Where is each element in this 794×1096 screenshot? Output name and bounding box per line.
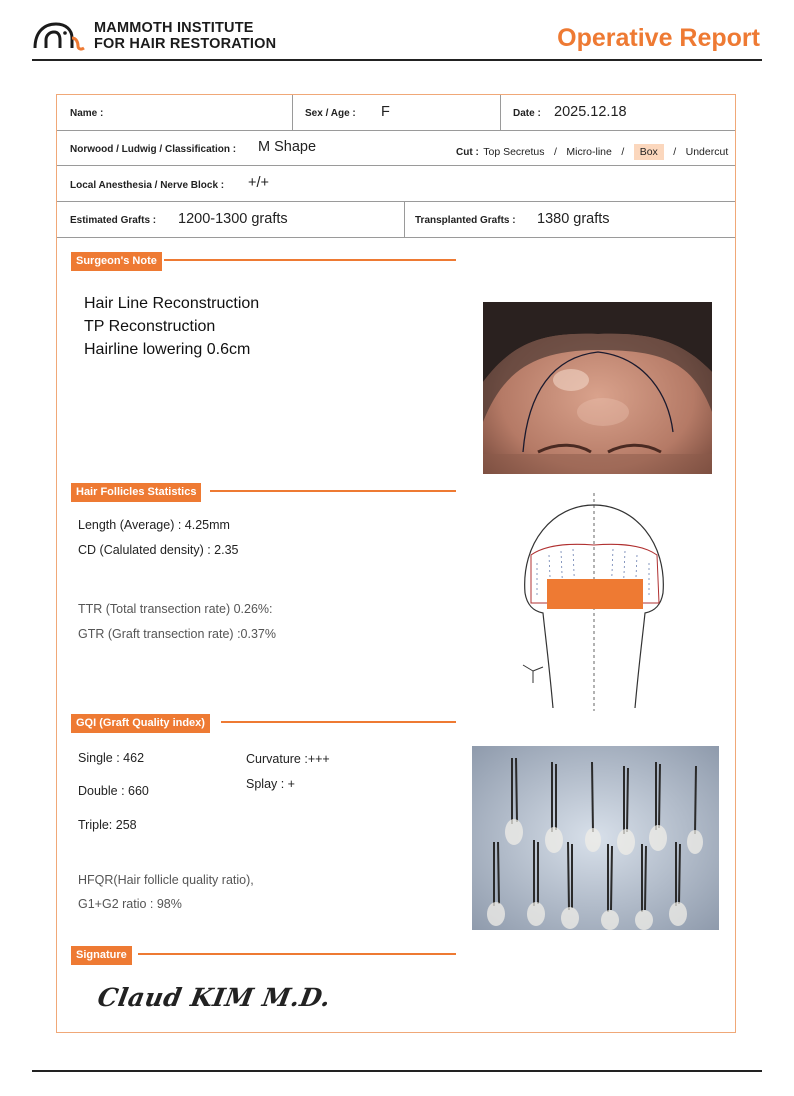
hairline-photo	[483, 302, 712, 474]
cut-separator: /	[621, 146, 625, 158]
gqi-hfqr-line1: HFQR(Hair follicle quality ratio),	[78, 873, 254, 887]
header-divider	[32, 59, 762, 61]
gqi-single: Single : 462	[78, 751, 145, 765]
classification-label: Norwood / Ludwig / Classification :	[70, 144, 237, 155]
classification-value[interactable]: M Shape	[258, 139, 317, 155]
cell-divider	[404, 202, 405, 237]
note-line: TP Reconstruction	[84, 318, 216, 335]
donor-area-diagram	[515, 493, 675, 713]
grafts-photo	[472, 746, 719, 930]
footer-divider	[32, 1070, 762, 1072]
date-value[interactable]: 2025.12.18	[554, 104, 627, 120]
note-line: Hair Line Reconstruction	[84, 295, 260, 312]
stat-cd: CD (Calulated density) : 2.35	[78, 543, 239, 557]
section-rule	[164, 259, 456, 261]
name-label: Name :	[70, 108, 104, 119]
sex-age-label: Sex / Age :	[305, 108, 356, 119]
section-rule	[138, 953, 456, 955]
cut-option-box-selected[interactable]: Box	[634, 144, 664, 160]
surgeon-signature: Claud KIM M.D.	[95, 983, 334, 1012]
stat-ttr: TTR (Total transection rate) 0.26%:	[78, 602, 273, 616]
gqi-splay: Splay : +	[246, 777, 295, 791]
section-rule	[210, 490, 456, 492]
follicle-stats-heading: Hair Follicles Statistics	[71, 483, 201, 502]
elephant-logo-icon	[32, 18, 90, 52]
cut-option-top-secretus[interactable]: Top Secretus	[483, 146, 545, 158]
note-line: Hairline lowering 0.6cm	[84, 341, 251, 358]
transplanted-grafts-value[interactable]: 1380 grafts	[537, 211, 610, 227]
anesthesia-label: Local Anesthesia / Nerve Block :	[70, 180, 225, 191]
surgeons-note-text	[84, 292, 259, 361]
signature-heading: Signature	[71, 946, 132, 965]
cell-divider	[292, 95, 293, 130]
section-rule	[221, 721, 456, 723]
gqi-curvature: Curvature :+++	[246, 752, 330, 766]
gqi-double: Double : 660	[78, 784, 149, 798]
anesthesia-value[interactable]: +/+	[248, 175, 269, 191]
cut-options	[456, 142, 728, 160]
gqi-triple: Triple: 258	[78, 818, 137, 832]
info-row-grafts	[57, 202, 735, 238]
page-title: Operative Report	[557, 24, 760, 52]
estimated-grafts-value[interactable]: 1200-1300 grafts	[178, 211, 288, 227]
stat-gtr: GTR (Graft transection rate) :0.37%	[78, 627, 276, 641]
cut-option-micro-line[interactable]: Micro-line	[566, 146, 612, 158]
surgeons-note-heading: Surgeon's Note	[71, 252, 162, 271]
institute-name: MAMMOTH INSTITUTE FOR HAIR RESTORATION	[94, 20, 277, 52]
estimated-grafts-label: Estimated Grafts :	[70, 215, 157, 226]
cut-label: Cut :	[456, 147, 479, 158]
transplanted-grafts-label: Transplanted Grafts :	[415, 215, 516, 226]
gqi-hfqr-line2: G1+G2 ratio : 98%	[78, 897, 182, 911]
date-label: Date :	[513, 108, 541, 119]
stat-length: Length (Average) : 4.25mm	[78, 518, 230, 532]
info-row-patient	[57, 95, 735, 131]
cell-divider	[500, 95, 501, 130]
sex-age-value[interactable]: F	[381, 104, 390, 120]
cut-separator: /	[673, 146, 677, 158]
cut-separator: /	[553, 146, 557, 158]
gqi-heading: GQI (Graft Quality index)	[71, 714, 210, 733]
cut-option-undercut[interactable]: Undercut	[685, 146, 729, 158]
